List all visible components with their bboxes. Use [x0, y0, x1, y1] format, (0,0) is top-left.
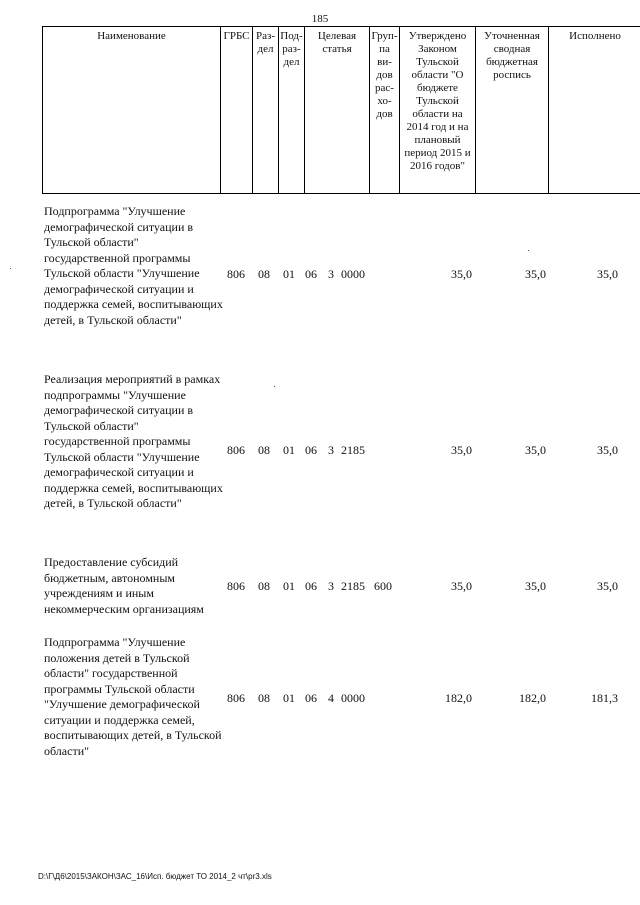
header-group: Груп- па ви- дов рас- хо- дов	[370, 27, 400, 193]
row-name: Подпрограмма "Улучшение демографической ситуации в Тульской области" государственной программы Тульской области "Улучшение демографической ситуации и поддержка семей, воспитывающих детей, в Тульской области"	[44, 204, 223, 327]
row-target-program: 06	[305, 267, 317, 281]
row-target-subprogram: 3	[328, 267, 334, 281]
row-target-direction: 2185	[341, 443, 365, 457]
row-refined: 35,0	[525, 579, 546, 593]
row-razdel: 08	[258, 443, 270, 457]
row-name: Подпрограмма "Улучшение положения детей в Тульской области" государственной программы Тульской области "Улучшение демографической ситуации и поддержка семей, воспитывающих детей, в Тульской области"	[44, 635, 222, 758]
row-approved: 35,0	[451, 267, 472, 281]
row-target-program: 06	[305, 443, 317, 457]
row-group: 600	[374, 579, 392, 593]
row-target-direction: 0000	[341, 267, 365, 281]
row-executed: 35,0	[597, 443, 618, 457]
row-executed: 181,3	[591, 691, 618, 705]
row-refined: 182,0	[519, 691, 546, 705]
row-podrazdel: 01	[283, 691, 295, 705]
row-razdel: 08	[258, 579, 270, 593]
row-razdel: 08	[258, 267, 270, 281]
row-refined: 35,0	[525, 443, 546, 457]
header-podrazdel: Под- раз- дел	[279, 27, 305, 193]
row-target-subprogram: 4	[328, 691, 334, 705]
scan-speck	[274, 386, 275, 387]
row-approved: 35,0	[451, 443, 472, 457]
row-name: Предоставление субсидий бюджетным, автономным учреждениям и иным некоммерческим организациям	[44, 555, 204, 616]
row-target-subprogram: 3	[328, 443, 334, 457]
row-target-direction: 0000	[341, 691, 365, 705]
row-podrazdel: 01	[283, 443, 295, 457]
row-target-subprogram: 3	[328, 579, 334, 593]
row-grbs: 806	[227, 691, 245, 705]
row-executed: 35,0	[597, 267, 618, 281]
row-refined: 35,0	[525, 267, 546, 281]
file-path-footer: D:\Г\Д6\2015\ЗАКОН\ЗАС_16\Исп. бюджет ТО 2014_2 чт\pr3.xls	[38, 872, 272, 881]
row-podrazdel: 01	[283, 579, 295, 593]
row-approved: 182,0	[445, 691, 472, 705]
header-name: Наименование	[43, 27, 221, 193]
row-grbs: 806	[227, 579, 245, 593]
header-razdel: Раз- дел	[253, 27, 279, 193]
header-target: Целевая статья	[305, 27, 370, 193]
row-executed: 35,0	[597, 579, 618, 593]
header-refined: Уточненная сводная бюджетная роспись	[476, 27, 549, 193]
scan-speck	[528, 250, 529, 251]
row-target-program: 06	[305, 691, 317, 705]
row-approved: 35,0	[451, 579, 472, 593]
row-target-direction: 2185	[341, 579, 365, 593]
header-grbs: ГРБС	[221, 27, 253, 193]
row-name: Реализация мероприятий в рамках подпрограммы "Улучшение демографической ситуации в Тульской области" государственной программы Тульской области "Улучшение демографической ситуации и поддержка семей, воспитывающих детей, в Тульской области"	[44, 372, 223, 510]
row-target-program: 06	[305, 579, 317, 593]
row-grbs: 806	[227, 267, 245, 281]
row-podrazdel: 01	[283, 267, 295, 281]
page-number: 185	[311, 13, 329, 25]
header-approved: Утверждено Законом Тульской области "О бюджете Тульской области на 2014 год и на плановый период 2015 и 2016 годов"	[400, 27, 476, 193]
row-grbs: 806	[227, 443, 245, 457]
scan-speck	[10, 268, 11, 269]
table-header	[42, 26, 640, 194]
header-executed: Исполнено	[569, 30, 621, 42]
row-razdel: 08	[258, 691, 270, 705]
